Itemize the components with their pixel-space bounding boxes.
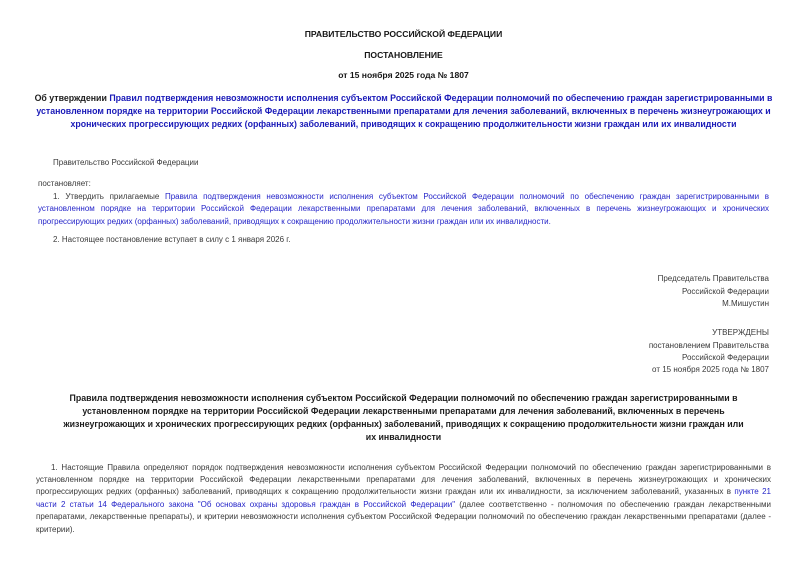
rules-para1-text-start: 1. Настоящие Правила определяют порядок подтверждения невозможности исполнения субъектом Российской Федерации полномочий по обеспечению граждан зарегистрированными в установленном порядке на территории Российской Федерации лекарственными препаратами для лечения заболеваний, включенных в перечень жизнеугрожающих и хронических прогрессирующих редких (орфанных) заболеваний, приводящих к сокращению продолжительности жизни граждан или их инвалидности, за исключением заболеваний, указанных в xyxy=(36,462,771,497)
signature-name: М.Мишустин xyxy=(722,299,769,309)
rules-title: Правила подтверждения невозможности исполнения субъектом Российской Федерации полномочий по обеспечению граждан зарегистрированными в установленном порядке на территории Российской Федерации лекарственными препаратами для лечения заболеваний, включенных в перечень жизнеугрожающих и хронических прогрессирующих редких (орфанных) заболеваний, приводящих к сокращению продолжительности жизни граждан или их инвалидности xyxy=(63,392,744,442)
item1-rules-link[interactable]: Правила подтверждения невозможности исполнения субъектом Российской Федерации полномочий по обеспечению граждан зарегистрированными в установленном порядке на территории Российской Федерации лекарственными препаратами для лечения заболеваний, включенных в перечень жизнеугрожающих и хронических прогрессирующих редких (орфанных) заболеваний, приводящих к сокращению продолжительности жизни граждан или их инвалидности. xyxy=(38,191,769,226)
rules-paragraph-1 xyxy=(36,462,771,536)
document-header xyxy=(38,30,769,80)
item1-prefix: 1. Утвердить прилагаемые xyxy=(53,191,165,201)
approval-by-line: постановлением Правительства xyxy=(648,340,769,350)
decree-title-prefix: Об утверждении xyxy=(34,93,110,103)
resolves-line: постановляет: xyxy=(38,179,91,189)
preamble: Правительство Российской Федерации xyxy=(53,158,199,167)
approval-date-number: от 15 ноября 2025 года № 1807 xyxy=(652,365,769,375)
document-type: ПОСТАНОВЛЕНИЕ xyxy=(364,49,443,60)
decree-title xyxy=(22,92,785,131)
federal-law-link[interactable]: пункте 21 части 2 статьи 14 Федерального закона "Об основах охраны здоровья граждан в Российской Федерации" xyxy=(36,487,771,509)
decree-title-rules-link[interactable]: Правил подтверждения невозможности исполнения субъектом Российской Федерации полномочий по обеспечению граждан зарегистрированными в установленном порядке на территории Российской Федерации лекарственными препаратами для лечения заболеваний, включенных в перечень жизнеугрожающих и хронических прогрессирующих редких (орфанных) заболеваний, приводящих к сокращению продолжительности жизни граждан или их инвалидности xyxy=(36,93,773,129)
signature-block xyxy=(38,273,769,310)
document-date-number: от 15 ноября 2025 года № 1807 xyxy=(338,70,469,80)
decree-item-1 xyxy=(38,191,769,228)
signature-post-line1: Председатель Правительства xyxy=(657,274,769,284)
approval-org-line: Российской Федерации xyxy=(682,352,769,362)
rules-para1-text-end: (далее соответственно - полномочия по обеспечению граждан лекарственными препаратами, лекарственные препараты), и критерии невозможности исполнения субъектом Российской Федерации полномочий по обеспечению граждан лекарственными препаратами (далее - критерии). xyxy=(36,499,771,534)
decree-item-2: 2. Настоящее постановление вступает в силу с 1 января 2026 г. xyxy=(53,235,291,245)
approval-approved-label: УТВЕРЖДЕНЫ xyxy=(712,328,769,338)
issuing-authority: ПРАВИТЕЛЬСТВО РОССИЙСКОЙ ФЕДЕРАЦИИ xyxy=(304,29,503,39)
signature-post-line2: Российской Федерации xyxy=(682,286,769,296)
approval-block xyxy=(38,327,769,376)
